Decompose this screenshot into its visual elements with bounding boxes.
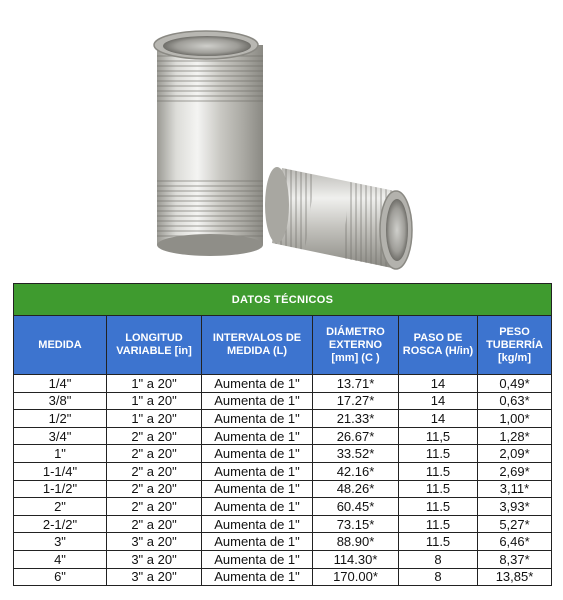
table-row: [14, 392, 552, 410]
cell-peso: 2,69*: [478, 462, 552, 480]
cell-peso: 3,93*: [478, 498, 552, 516]
header-line: PESO: [499, 325, 530, 338]
cell-longitud: 3" a 20": [107, 568, 202, 586]
pipe-nipples-illustration: [0, 0, 563, 283]
cell-diametro: 88.90*: [313, 533, 399, 551]
header-line: PASO DE: [413, 332, 463, 344]
header-peso: [478, 316, 552, 375]
cell-paso: 11,5: [399, 427, 478, 445]
cell-longitud: 3" a 20": [107, 533, 202, 551]
cell-paso: 11.5: [399, 498, 478, 516]
cell-intervalos: Aumenta de 1": [202, 427, 313, 445]
cell-diametro: 21.33*: [313, 410, 399, 428]
cell-paso: 11.5: [399, 445, 478, 463]
cell-paso: 14: [399, 410, 478, 428]
cell-peso: 1,00*: [478, 410, 552, 428]
cell-longitud: 1" a 20": [107, 410, 202, 428]
cell-longitud: 3" a 20": [107, 550, 202, 568]
table-row: [14, 480, 552, 498]
table-row: [14, 533, 552, 551]
cell-peso: 0,49*: [478, 375, 552, 393]
cell-longitud: 1" a 20": [107, 375, 202, 393]
cell-paso: 11.5: [399, 480, 478, 498]
cell-peso: 6,46*: [478, 533, 552, 551]
table-row: [14, 427, 552, 445]
cell-diametro: 60.45*: [313, 498, 399, 516]
header-line: TUBERRÍA: [486, 338, 543, 351]
table-row: [14, 550, 552, 568]
cell-longitud: 2" a 20": [107, 515, 202, 533]
cell-intervalos: Aumenta de 1": [202, 375, 313, 393]
technical-data-table-container: [13, 283, 551, 586]
cell-longitud: 2" a 20": [107, 462, 202, 480]
cell-peso: 1,28*: [478, 427, 552, 445]
cell-intervalos: Aumenta de 1": [202, 533, 313, 551]
header-line: EXTERNO: [328, 338, 383, 351]
cell-medida: 1": [14, 445, 107, 463]
product-photo: [0, 0, 563, 283]
header-longitud: [107, 316, 202, 375]
technical-data-table: [13, 283, 552, 586]
cell-paso: 14: [399, 392, 478, 410]
cell-intervalos: Aumenta de 1": [202, 550, 313, 568]
header-line: ROSCA (H/in): [402, 345, 474, 357]
cell-diametro: 114.30*: [313, 550, 399, 568]
cell-peso: 5,27*: [478, 515, 552, 533]
cell-diametro: 26.67*: [313, 427, 399, 445]
cell-intervalos: Aumenta de 1": [202, 515, 313, 533]
cell-longitud: 2" a 20": [107, 480, 202, 498]
cell-medida: 6": [14, 568, 107, 586]
cell-medida: 3/8": [14, 392, 107, 410]
header-line: MEDIDA (L): [226, 345, 288, 357]
cell-peso: 13,85*: [478, 568, 552, 586]
cell-paso: 8: [399, 568, 478, 586]
cell-intervalos: Aumenta de 1": [202, 445, 313, 463]
cell-longitud: 1" a 20": [107, 392, 202, 410]
cell-paso: 11.5: [399, 515, 478, 533]
header-intervalos: [202, 316, 313, 375]
header-diametro: [313, 316, 399, 375]
cell-diametro: 13.71*: [313, 375, 399, 393]
cell-longitud: 2" a 20": [107, 498, 202, 516]
cell-paso: 11.5: [399, 462, 478, 480]
cell-diametro: 48.26*: [313, 480, 399, 498]
cell-longitud: 2" a 20": [107, 445, 202, 463]
cell-diametro: 170.00*: [313, 568, 399, 586]
header-line: LONGITUD: [125, 332, 183, 344]
table-header-row: [14, 316, 552, 375]
cell-intervalos: Aumenta de 1": [202, 480, 313, 498]
table-row: [14, 515, 552, 533]
cell-intervalos: Aumenta de 1": [202, 568, 313, 586]
cell-diametro: 17.27*: [313, 392, 399, 410]
header-line: VARIABLE [in]: [116, 345, 192, 357]
cell-intervalos: Aumenta de 1": [202, 410, 313, 428]
header-line: DIÁMETRO: [326, 325, 385, 338]
table-body: [14, 375, 552, 586]
header-line: INTERVALOS DE: [212, 332, 302, 344]
cell-medida: 2": [14, 498, 107, 516]
cell-peso: 8,37*: [478, 550, 552, 568]
table-row: [14, 568, 552, 586]
cell-intervalos: Aumenta de 1": [202, 498, 313, 516]
cell-medida: 1/4": [14, 375, 107, 393]
cell-paso: 8: [399, 550, 478, 568]
cell-medida: 3": [14, 533, 107, 551]
short-pipe-nipple-icon: [265, 167, 412, 269]
header-line: [mm] (C ): [331, 351, 380, 364]
cell-intervalos: Aumenta de 1": [202, 462, 313, 480]
table-title: DATOS TÉCNICOS: [14, 284, 552, 316]
cell-peso: 0,63*: [478, 392, 552, 410]
cell-peso: 2,09*: [478, 445, 552, 463]
cell-medida: 3/4": [14, 427, 107, 445]
table-row: [14, 498, 552, 516]
cell-diametro: 42.16*: [313, 462, 399, 480]
table-row: [14, 462, 552, 480]
cell-medida: 1/2": [14, 410, 107, 428]
table-row: [14, 375, 552, 393]
cell-medida: 1-1/2": [14, 480, 107, 498]
cell-paso: 14: [399, 375, 478, 393]
cell-peso: 3,11*: [478, 480, 552, 498]
header-line: [kg/m]: [498, 351, 531, 364]
cell-medida: 4": [14, 550, 107, 568]
cell-medida: 1-1/4": [14, 462, 107, 480]
cell-longitud: 2" a 20": [107, 427, 202, 445]
tall-pipe-nipple-icon: [154, 31, 263, 256]
header-medida: [14, 316, 107, 375]
cell-diametro: 33.52*: [313, 445, 399, 463]
cell-intervalos: Aumenta de 1": [202, 392, 313, 410]
cell-medida: 2-1/2": [14, 515, 107, 533]
table-row: [14, 410, 552, 428]
header-paso: [399, 316, 478, 375]
cell-paso: 11.5: [399, 533, 478, 551]
table-row: [14, 445, 552, 463]
cell-diametro: 73.15*: [313, 515, 399, 533]
header-line: MEDIDA: [38, 338, 82, 351]
